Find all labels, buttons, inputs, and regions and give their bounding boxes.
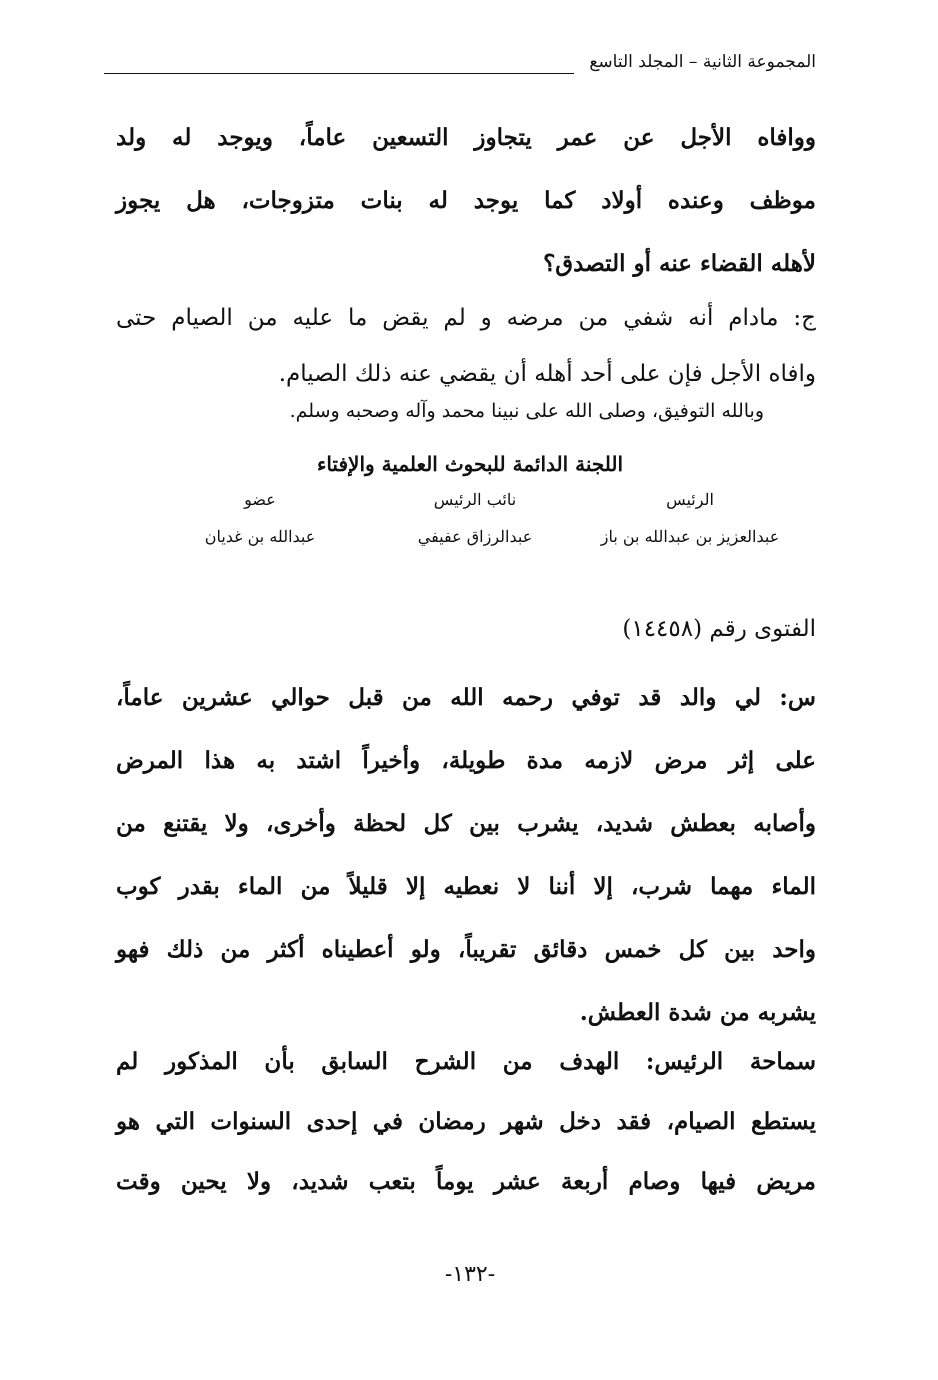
text-line: وافاه الأجل فإن على أحد أهله أن يقضي عنه ذلك الصيام. — [278, 361, 816, 387]
page-number: -١٣٢- — [444, 1262, 496, 1287]
text-line: على إثر مرض لازمه مدة طويلة، وأخيراً اشتد به هذا المرض — [116, 747, 816, 774]
signatory-title: نائب الرئيس — [433, 490, 517, 509]
answer-paragraph — [116, 290, 816, 402]
text-line: سماحة الرئيس: الهدف من الشرح السابق بأن المذكور لم — [116, 1048, 816, 1075]
signatory-name: عبدالله بن غديان — [204, 527, 316, 546]
text-line: موظف وعنده أولاد كما يوجد له بنات متزوجات، هل يجوز — [116, 187, 816, 214]
signatory-title: الرئيس — [666, 490, 714, 509]
fatwa-number: الفتوى رقم (١٤٤٥٨) — [622, 616, 816, 642]
question-paragraph — [116, 666, 816, 1044]
text-line: واحد بين كل خمس دقائق تقريباً، ولو أعطيناه أكثر من ذلك فهو — [116, 936, 816, 963]
text-line: يشربه من شدة العطش. — [579, 999, 816, 1026]
closing-formula: وبالله التوفيق، وصلى الله على نبينا محمد وآله وصحبه وسلم. — [289, 400, 764, 422]
question-continuation-2 — [116, 1032, 816, 1212]
text-line: س: لي والد قد توفي رحمه الله من قبل حوالي عشرين عاماً، — [116, 684, 816, 711]
text-line: ج: مادام أنه شفي من مرضه و لم يقض ما عليه من الصيام حتى — [116, 305, 816, 331]
text-line: مريض فيها وصام أربعة عشر يوماً بتعب شديد، ولا يحين وقت — [116, 1168, 816, 1195]
header-rule — [104, 73, 574, 74]
text-line: ووافاه الأجل عن عمر يتجاوز التسعين عاماً، ويوجد له ولد — [116, 124, 816, 151]
question-continuation — [116, 106, 816, 295]
text-line: لأهله القضاء عنه أو التصدق؟ — [543, 250, 816, 277]
signatory-member — [160, 490, 360, 546]
committee-name: اللجنة الدائمة للبحوث العلمية والإفتاء — [316, 452, 624, 476]
text-line: وأصابه بعطش شديد، يشرب بين كل لحظة وأخرى، ولا يقتنع من — [116, 810, 816, 837]
running-title: المجموعة الثانية – المجلد التاسع — [589, 52, 816, 72]
signatory-president — [590, 490, 790, 546]
signatory-title: عضو — [244, 490, 276, 509]
signatory-name: عبدالعزيز بن عبدالله بن باز — [600, 527, 780, 546]
signatories — [160, 490, 790, 546]
signatory-vice-president — [375, 490, 575, 546]
text-line: يستطع الصيام، فقد دخل شهر رمضان في إحدى السنوات التي هو — [116, 1108, 816, 1135]
running-header — [104, 52, 816, 82]
signatory-name: عبدالرزاق عفيفي — [417, 527, 533, 546]
text-line: الماء مهما شرب، إلا أننا لا نعطيه إلا قليلاً من الماء بقدر كوب — [116, 873, 816, 900]
